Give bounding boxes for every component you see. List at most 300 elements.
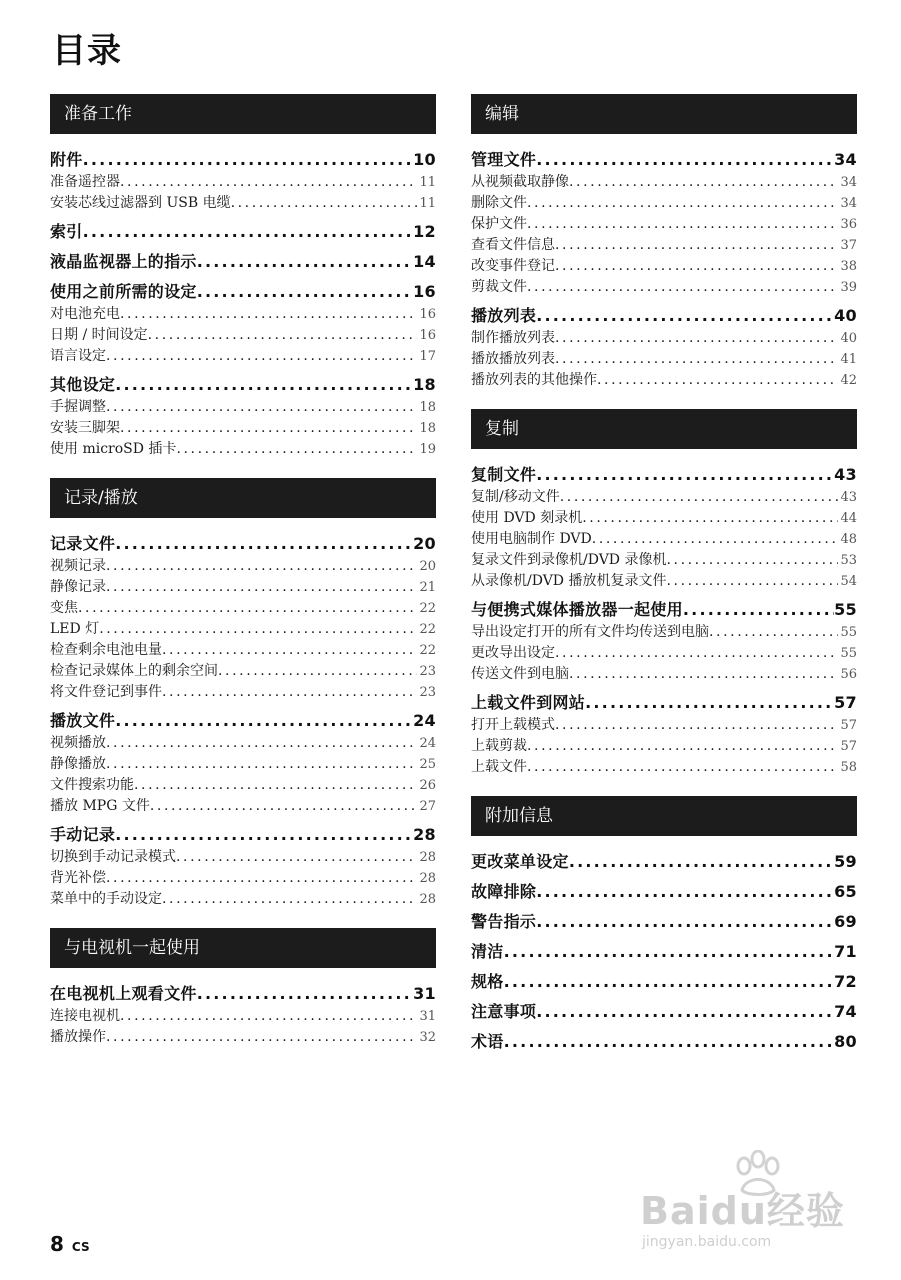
page-ref: 28	[419, 871, 436, 886]
dot-leader	[504, 970, 835, 994]
dot-leader	[569, 664, 838, 685]
toc-subentry[interactable]	[471, 349, 857, 370]
entry-title: 上载文件	[471, 759, 527, 775]
section-heading: 准备工作	[50, 94, 436, 134]
dot-leader	[666, 550, 838, 571]
toc-group	[50, 220, 436, 244]
toc-subentry[interactable]	[50, 598, 436, 619]
dot-leader	[592, 529, 839, 550]
dot-leader	[709, 622, 838, 643]
page-ref: 27	[419, 799, 436, 814]
dot-leader	[536, 910, 834, 934]
dot-leader	[162, 889, 417, 910]
page-ref: 28	[419, 892, 436, 907]
page-ref: 74	[834, 1002, 857, 1021]
dot-leader	[176, 847, 417, 868]
toc-entry[interactable]	[50, 532, 436, 556]
toc-subentry[interactable]	[471, 643, 857, 664]
entry-title: 文件搜索功能	[50, 777, 134, 793]
entry-title: 语言设定	[50, 348, 106, 364]
entry-title: 更改导出设定	[471, 645, 555, 661]
entry-title: 日期 / 时间设定	[50, 327, 148, 343]
entry-title: 检查记录媒体上的剩余空间	[50, 663, 218, 679]
entry-title: 手握调整	[50, 399, 106, 415]
entry-title: 剪裁文件	[471, 279, 527, 295]
dot-leader	[83, 148, 414, 172]
toc-column-right	[471, 94, 857, 1072]
dot-leader	[83, 220, 414, 244]
toc-entry[interactable]	[471, 910, 857, 934]
page-ref: 39	[840, 280, 857, 295]
section-heading: 附加信息	[471, 796, 857, 836]
toc-subentry[interactable]	[471, 370, 857, 391]
entry-title: 清洁	[471, 942, 504, 961]
toc-subentry[interactable]	[50, 346, 436, 367]
entry-title: 打开上载模式	[471, 717, 555, 733]
dot-leader	[106, 397, 417, 418]
section-heading: 复制	[471, 409, 857, 449]
page-ref: 20	[419, 559, 436, 574]
entry-title: 删除文件	[471, 195, 527, 211]
entry-title: 更改菜单设定	[471, 852, 569, 871]
page-ref: 24	[419, 736, 436, 751]
dot-leader	[555, 256, 838, 277]
section-heading: 编辑	[471, 94, 857, 134]
entry-title: 连接电视机	[50, 1008, 120, 1024]
toc-subentry[interactable]	[471, 214, 857, 235]
toc-subentry[interactable]	[50, 577, 436, 598]
entry-title: 播放列表	[471, 306, 537, 325]
dot-leader	[569, 172, 838, 193]
page-ref: 43	[834, 465, 857, 484]
dot-leader	[120, 1006, 417, 1027]
toc-entry[interactable]	[471, 691, 857, 715]
page-ref: 12	[413, 222, 436, 241]
page-ref: 26	[419, 778, 436, 793]
entry-title: 播放播放列表	[471, 351, 555, 367]
dot-leader	[176, 439, 417, 460]
dot-leader	[555, 715, 838, 736]
toc-subentry[interactable]	[50, 847, 436, 868]
dot-leader	[106, 868, 417, 889]
dot-leader	[555, 643, 838, 664]
dot-leader	[99, 619, 417, 640]
page-ref: 80	[834, 1032, 857, 1051]
page-ref: 43	[840, 490, 857, 505]
toc-group	[471, 880, 857, 904]
toc-group	[471, 598, 857, 685]
page-ref: 48	[840, 532, 857, 547]
toc-subentry[interactable]	[50, 868, 436, 889]
page-ref: 69	[834, 912, 857, 931]
toc-group	[50, 373, 436, 460]
page-ref: 54	[840, 574, 857, 589]
page-ref: 18	[419, 421, 436, 436]
dot-leader	[527, 277, 838, 298]
toc-section	[471, 94, 857, 391]
entry-title: 从录像机/DVD 播放机复录文件	[471, 573, 667, 589]
toc-entry[interactable]	[471, 1000, 857, 1024]
toc-entry[interactable]	[471, 304, 857, 328]
toc-entry[interactable]	[50, 709, 436, 733]
page-ref: 57	[840, 739, 857, 754]
entry-title: 与便携式媒体播放器一起使用	[471, 600, 683, 619]
toc-subentry[interactable]	[50, 556, 436, 577]
entry-title: 播放列表的其他操作	[471, 372, 597, 388]
toc-section	[471, 409, 857, 778]
entry-title: 记录文件	[50, 534, 116, 553]
page-ref: 57	[840, 718, 857, 733]
toc-subentry[interactable]	[50, 304, 436, 325]
page-number: 8	[50, 1232, 64, 1256]
dot-leader	[150, 796, 418, 817]
page-ref: 55	[840, 625, 857, 640]
entry-title: 播放 MPG 文件	[50, 798, 150, 814]
toc-section	[50, 478, 436, 910]
page-ref: 28	[413, 825, 436, 844]
entry-title: 警告指示	[471, 912, 537, 931]
entry-title: 视频记录	[50, 558, 106, 574]
entry-title: 制作播放列表	[471, 330, 555, 346]
dot-leader	[536, 1000, 834, 1024]
dot-leader	[78, 598, 417, 619]
dot-leader	[231, 193, 418, 214]
toc-subentry[interactable]	[50, 1006, 436, 1027]
toc-subentry[interactable]	[471, 571, 857, 592]
toc-group	[50, 823, 436, 910]
dot-leader	[536, 880, 834, 904]
entry-title: 规格	[471, 972, 504, 991]
dot-leader	[666, 571, 838, 592]
entry-title: LED 灯	[50, 621, 100, 637]
page-ref: 55	[840, 646, 857, 661]
entry-title: 手动记录	[50, 825, 116, 844]
page-ref: 44	[840, 511, 857, 526]
dot-leader	[106, 577, 417, 598]
toc-group	[471, 148, 857, 298]
toc-subentry[interactable]	[50, 682, 436, 703]
dot-leader	[162, 682, 417, 703]
toc-entry[interactable]	[471, 1030, 857, 1054]
toc-subentry[interactable]	[50, 172, 436, 193]
page-ref: 72	[834, 972, 857, 991]
toc-subentry[interactable]	[471, 487, 857, 508]
toc-group	[50, 709, 436, 817]
entry-title: 上载剪裁	[471, 738, 527, 754]
dot-leader	[527, 214, 838, 235]
toc-entry[interactable]	[471, 940, 857, 964]
dot-leader	[555, 235, 838, 256]
page-ref: 25	[419, 757, 436, 772]
page-ref: 14	[413, 252, 436, 271]
dot-leader	[536, 148, 834, 172]
entry-title: 术语	[471, 1032, 504, 1051]
dot-leader	[555, 328, 838, 349]
toc-subentry[interactable]	[471, 256, 857, 277]
entry-title: 上载文件到网站	[471, 693, 586, 712]
page-ref: 18	[413, 375, 436, 394]
toc-subentry[interactable]	[471, 736, 857, 757]
toc-subentry[interactable]	[471, 235, 857, 256]
dot-leader	[597, 370, 838, 391]
entry-title: 从视频截取静像	[471, 174, 569, 190]
toc-subentry[interactable]	[50, 397, 436, 418]
entry-title: 附件	[50, 150, 83, 169]
entry-title: 使用之前所需的设定	[50, 282, 197, 301]
toc-subentry[interactable]	[471, 508, 857, 529]
page-ref: 57	[834, 693, 857, 712]
entry-title: 复制/移动文件	[471, 489, 560, 505]
toc-column-left	[50, 94, 436, 1066]
entry-title: 安装三脚架	[50, 420, 120, 436]
dot-leader	[569, 850, 834, 874]
toc-entry[interactable]	[50, 250, 436, 274]
toc-group	[50, 280, 436, 367]
page-ref: 58	[840, 760, 857, 775]
dot-leader	[106, 1027, 417, 1048]
page-ref: 56	[840, 667, 857, 682]
dot-leader	[536, 463, 834, 487]
footer	[50, 1232, 90, 1256]
entry-title: 故障排除	[471, 882, 537, 901]
entry-title: 检查剩余电池电量	[50, 642, 162, 658]
toc-subentry[interactable]	[50, 661, 436, 682]
page-ref: 40	[840, 331, 857, 346]
language-code: CS	[71, 1240, 90, 1254]
page-ref: 17	[419, 349, 436, 364]
toc-subentry[interactable]	[471, 550, 857, 571]
dot-leader	[120, 304, 417, 325]
page-ref: 19	[419, 442, 436, 457]
page-ref: 16	[419, 307, 436, 322]
page-ref: 38	[840, 259, 857, 274]
toc-subentry[interactable]	[471, 664, 857, 685]
toc-subentry[interactable]	[471, 622, 857, 643]
toc-subentry[interactable]	[50, 1027, 436, 1048]
toc-subentry[interactable]	[471, 172, 857, 193]
toc-group	[471, 304, 857, 391]
dot-leader	[527, 757, 838, 778]
dot-leader	[115, 709, 413, 733]
page-ref: 31	[413, 984, 436, 1003]
page-ref: 36	[840, 217, 857, 232]
dot-leader	[504, 1030, 835, 1054]
page-ref: 37	[840, 238, 857, 253]
section-heading: 记录/播放	[50, 478, 436, 518]
toc-subentry[interactable]	[50, 325, 436, 346]
toc-entry[interactable]	[50, 982, 436, 1006]
dot-leader	[527, 736, 838, 757]
toc-group	[50, 532, 436, 703]
entry-title: 查看文件信息	[471, 237, 555, 253]
toc-entry[interactable]	[50, 220, 436, 244]
entry-title: 复录文件到录像机/DVD 录像机	[471, 552, 667, 568]
page-ref: 22	[419, 601, 436, 616]
toc-entry[interactable]	[471, 850, 857, 874]
entry-title: 视频播放	[50, 735, 106, 751]
dot-leader	[106, 754, 417, 775]
toc-section	[471, 796, 857, 1054]
page-ref: 21	[419, 580, 436, 595]
dot-leader	[555, 349, 838, 370]
entry-title: 背光补偿	[50, 870, 106, 886]
page-ref: 55	[834, 600, 857, 619]
dot-leader	[106, 556, 417, 577]
dot-leader	[683, 598, 834, 622]
toc-subentry[interactable]	[471, 193, 857, 214]
entry-title: 保护文件	[471, 216, 527, 232]
entry-title: 播放操作	[50, 1029, 106, 1045]
toc-subentry[interactable]	[50, 733, 436, 754]
entry-title: 使用 microSD 插卡	[50, 441, 177, 457]
page-ref: 34	[840, 175, 857, 190]
entry-title: 液晶监视器上的指示	[50, 252, 197, 271]
entry-title: 变焦	[50, 600, 78, 616]
toc-group	[471, 970, 857, 994]
toc-entry[interactable]	[50, 823, 436, 847]
dot-leader	[115, 532, 413, 556]
toc-group	[471, 910, 857, 934]
entry-title: 使用 DVD 刻录机	[471, 510, 583, 526]
dot-leader	[536, 304, 834, 328]
page-ref: 34	[834, 150, 857, 169]
entry-title: 在电视机上观看文件	[50, 984, 197, 1003]
toc-subentry[interactable]	[50, 754, 436, 775]
toc-subentry[interactable]	[471, 328, 857, 349]
toc-group	[471, 463, 857, 592]
page-ref: 22	[419, 622, 436, 637]
dot-leader	[162, 640, 417, 661]
page-ref: 24	[413, 711, 436, 730]
dot-leader	[504, 940, 835, 964]
page-ref: 71	[834, 942, 857, 961]
toc-subentry[interactable]	[50, 775, 436, 796]
entry-title: 传送文件到电脑	[471, 666, 569, 682]
toc-subentry[interactable]	[50, 418, 436, 439]
page-ref: 34	[840, 196, 857, 211]
page-ref: 11	[419, 196, 436, 211]
toc-subentry[interactable]	[50, 193, 436, 214]
entry-title: 使用电脑制作 DVD	[471, 531, 592, 547]
page-title: 目录	[52, 31, 122, 71]
toc-entry[interactable]	[471, 598, 857, 622]
entry-title: 注意事项	[471, 1002, 537, 1021]
toc-subentry[interactable]	[50, 619, 436, 640]
entry-title: 安装芯线过滤器到 USB 电缆	[50, 195, 231, 211]
toc-group	[471, 1000, 857, 1024]
toc-subentry[interactable]	[471, 757, 857, 778]
page-ref: 40	[834, 306, 857, 325]
page-ref: 59	[834, 852, 857, 871]
page-ref: 16	[413, 282, 436, 301]
page-ref: 11	[419, 175, 436, 190]
toc-group	[471, 691, 857, 778]
toc-subentry[interactable]	[471, 277, 857, 298]
entry-title: 索引	[50, 222, 83, 241]
dot-leader	[197, 280, 413, 304]
toc-entry[interactable]	[471, 970, 857, 994]
toc-entry[interactable]	[471, 148, 857, 172]
page-ref: 42	[840, 373, 857, 388]
page-ref: 23	[419, 664, 436, 679]
toc-subentry[interactable]	[50, 889, 436, 910]
entry-title: 管理文件	[471, 150, 537, 169]
entry-title: 播放文件	[50, 711, 116, 730]
dot-leader	[585, 691, 834, 715]
page-ref: 65	[834, 882, 857, 901]
section-heading: 与电视机一起使用	[50, 928, 436, 968]
page-ref: 20	[413, 534, 436, 553]
dot-leader	[120, 172, 417, 193]
entry-title: 菜单中的手动设定	[50, 891, 162, 907]
toc-section	[50, 928, 436, 1048]
toc-subentry[interactable]	[50, 439, 436, 460]
toc-section	[50, 94, 436, 460]
entry-title: 切换到手动记录模式	[50, 849, 176, 865]
toc-entry[interactable]	[50, 280, 436, 304]
dot-leader	[560, 487, 839, 508]
watermark-logo: Baidu经验	[640, 1189, 845, 1233]
dot-leader	[218, 661, 417, 682]
page-ref: 16	[419, 328, 436, 343]
baidu-watermark	[640, 1150, 850, 1260]
toc-group	[50, 982, 436, 1048]
toc-group	[50, 250, 436, 274]
page-ref: 41	[840, 352, 857, 367]
dot-leader	[197, 250, 413, 274]
dot-leader	[582, 508, 838, 529]
toc-group	[471, 850, 857, 874]
page-ref: 28	[419, 850, 436, 865]
entry-title: 导出设定打开的所有文件均传送到电脑	[471, 624, 709, 640]
dot-leader	[106, 346, 417, 367]
toc-entry[interactable]	[471, 463, 857, 487]
dot-leader	[120, 418, 417, 439]
watermark-url: jingyan.baidu.com	[642, 1234, 772, 1250]
dot-leader	[134, 775, 417, 796]
baidu-paw-icon	[730, 1150, 790, 1198]
page-ref: 22	[419, 643, 436, 658]
dot-leader	[148, 325, 418, 346]
dot-leader	[106, 733, 417, 754]
entry-title: 准备遥控器	[50, 174, 120, 190]
toc-entry[interactable]	[471, 880, 857, 904]
toc-subentry[interactable]	[50, 796, 436, 817]
dot-leader	[197, 982, 413, 1006]
dot-leader	[115, 373, 413, 397]
toc-entry[interactable]	[50, 148, 436, 172]
entry-title: 将文件登记到事件	[50, 684, 162, 700]
entry-title: 静像记录	[50, 579, 106, 595]
page-ref: 31	[419, 1009, 436, 1024]
toc-subentry[interactable]	[471, 529, 857, 550]
toc-group	[471, 1030, 857, 1054]
entry-title: 对电池充电	[50, 306, 120, 322]
toc-entry[interactable]	[50, 373, 436, 397]
dot-leader	[115, 823, 413, 847]
entry-title: 其他设定	[50, 375, 116, 394]
page-ref: 10	[413, 150, 436, 169]
page-ref: 53	[840, 553, 857, 568]
entry-title: 复制文件	[471, 465, 537, 484]
entry-title: 静像播放	[50, 756, 106, 772]
page-ref: 32	[419, 1030, 436, 1045]
page-ref: 23	[419, 685, 436, 700]
toc-subentry[interactable]	[50, 640, 436, 661]
dot-leader	[527, 193, 838, 214]
toc-group	[50, 148, 436, 214]
toc-subentry[interactable]	[471, 715, 857, 736]
